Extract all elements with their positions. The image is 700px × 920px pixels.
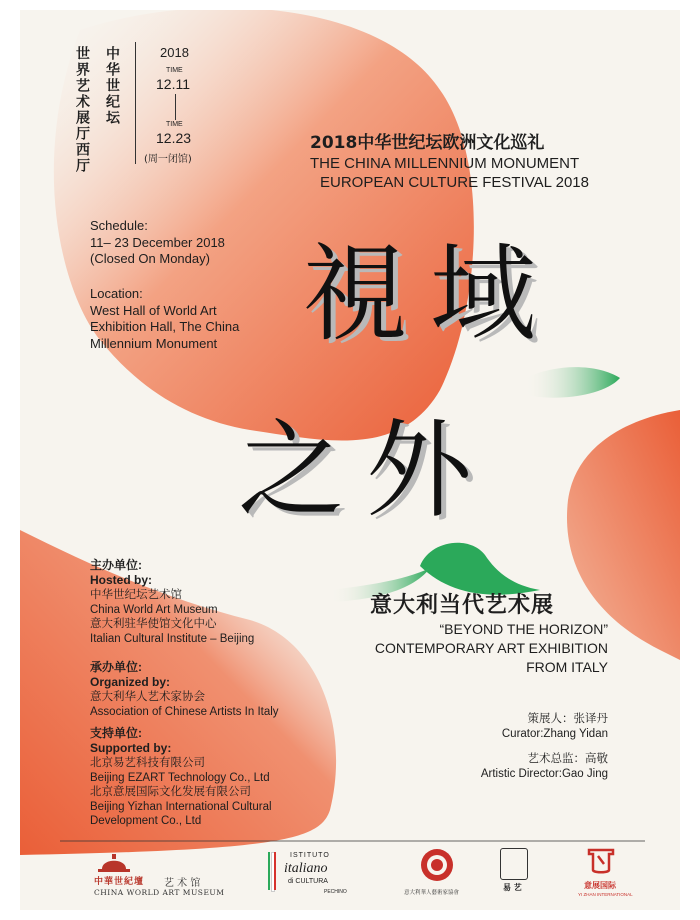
iic-bar-green xyxy=(268,852,270,890)
schedule-dates: 11– 23 December 2018 xyxy=(90,234,225,250)
venue-divider xyxy=(135,42,136,164)
hosted-line-3: 意大利驻华使馆文化中心 xyxy=(90,618,217,630)
green-swoosh-top xyxy=(525,367,620,398)
yizhan-cn: 意展国际 xyxy=(584,881,616,890)
yizhan-mark-icon xyxy=(586,846,616,876)
iic-line-1: ISTITUTO xyxy=(290,852,330,859)
organized-block xyxy=(90,660,279,719)
festival-title-en-2: EUROPEAN CULTURE FESTIVAL 2018 xyxy=(320,174,589,191)
poster xyxy=(20,10,680,910)
date-connector xyxy=(175,94,176,120)
exhibition-title-cn: 意大利当代艺术展 xyxy=(370,593,555,618)
location-line-3: Millennium Monument xyxy=(90,335,218,351)
exhibition-title-en-1: “BEYOND THE HORIZON” xyxy=(439,621,608,637)
hosted-label-cn: 主办单位: xyxy=(90,558,142,572)
yizhan-logo xyxy=(570,846,640,902)
yizhan-en: YI ZHAN INTERNATIONAL xyxy=(578,892,633,897)
organized-line-1: 意大利华人艺术家协会 xyxy=(90,691,205,703)
museum-brand: 中華世紀壇 xyxy=(94,877,145,887)
festival-title-cn: 2018中华世纪坛欧洲文化巡礼 xyxy=(310,133,545,153)
time-label-end: TIME xyxy=(166,121,183,128)
ezart-mark-icon xyxy=(500,848,528,880)
main-title-line-1: 視域 xyxy=(302,233,558,356)
date-end: 12.23 xyxy=(156,130,192,146)
china-world-art-museum-logo xyxy=(92,852,242,898)
festival-title-en-1: THE CHINA MILLENNIUM MONUMENT xyxy=(310,155,580,172)
exhibition-title-en-2: CONTEMPORARY ART EXHIBITION xyxy=(374,640,608,656)
ezart-cn: 易 艺 xyxy=(503,883,522,892)
schedule-block xyxy=(90,218,225,268)
curator-cn: 策展人：张译丹 xyxy=(527,713,608,725)
location-block xyxy=(90,286,239,352)
supported-line-5: Development Co., Ltd xyxy=(90,815,202,827)
supported-line-2: Beijing EZART Technology Co., Ltd xyxy=(90,771,270,784)
iic-line-4: PECHINO xyxy=(324,889,347,895)
iic-bar-red xyxy=(274,852,276,890)
location-line-2: Exhibition Hall, The China xyxy=(90,319,240,334)
hosted-line-2: China World Art Museum xyxy=(90,603,218,616)
date-start: 12.11 xyxy=(156,76,190,92)
organized-line-2: Association of Chinese Artists In Italy xyxy=(90,705,279,718)
hosted-block xyxy=(90,558,254,646)
artists-association-logo xyxy=(398,846,478,902)
supported-block xyxy=(90,726,272,829)
curator-en: Curator:Zhang Yidan xyxy=(501,728,608,740)
italian-cultural-institute-logo xyxy=(264,848,354,904)
supported-label-cn: 支持单位: xyxy=(90,726,142,740)
museum-dome-icon xyxy=(94,852,134,874)
schedule-label: Schedule: xyxy=(90,218,148,233)
venue-hall: 世界艺术展厅西厅 xyxy=(74,46,90,174)
museum-cn: 艺 术 馆 xyxy=(164,878,201,889)
year: 2018 xyxy=(160,45,189,60)
hosted-label-en: Hosted by: xyxy=(90,573,153,587)
director-cn: 艺术总监：高敬 xyxy=(527,753,608,765)
museum-en: CHINA WORLD ART MUSEUM xyxy=(94,888,225,897)
hosted-line-1: 中华世纪坛艺术馆 xyxy=(90,589,182,601)
location-line-1: West Hall of World Art xyxy=(90,302,217,318)
supported-label-en: Supported by: xyxy=(90,741,172,755)
supported-line-4: Beijing Yizhan International Cultural xyxy=(90,800,272,813)
iic-line-2: italiano xyxy=(284,861,328,876)
main-title-line-2: 之外 xyxy=(238,409,494,532)
association-text: 意大利華人藝術家協會 xyxy=(404,890,460,896)
hosted-line-4: Italian Cultural Institute – Beijing xyxy=(90,632,255,645)
director-en: Artistic Director:Gao Jing xyxy=(480,768,608,780)
director-block xyxy=(481,752,608,782)
iic-line-3: di CULTURA xyxy=(288,878,328,885)
exhibition-title-en-3: FROM ITALY xyxy=(526,659,608,675)
schedule-note: (Closed On Monday) xyxy=(90,251,210,266)
green-swoosh-bottom xyxy=(420,543,540,595)
ezart-logo xyxy=(490,846,540,902)
venue-name: 中华世纪坛 xyxy=(104,46,120,126)
supported-line-3: 北京意展国际文化发展有限公司 xyxy=(90,786,251,798)
location-label: Location: xyxy=(90,286,143,301)
association-flower-icon xyxy=(420,848,454,882)
curator-block xyxy=(502,712,608,742)
time-label-start: TIME xyxy=(166,67,183,74)
closed-note: (周一闭馆) xyxy=(144,154,192,165)
organized-label-cn: 承办单位: xyxy=(90,660,142,674)
supported-line-1: 北京易艺科技有限公司 xyxy=(90,757,205,769)
organized-label-en: Organized by: xyxy=(90,675,171,689)
